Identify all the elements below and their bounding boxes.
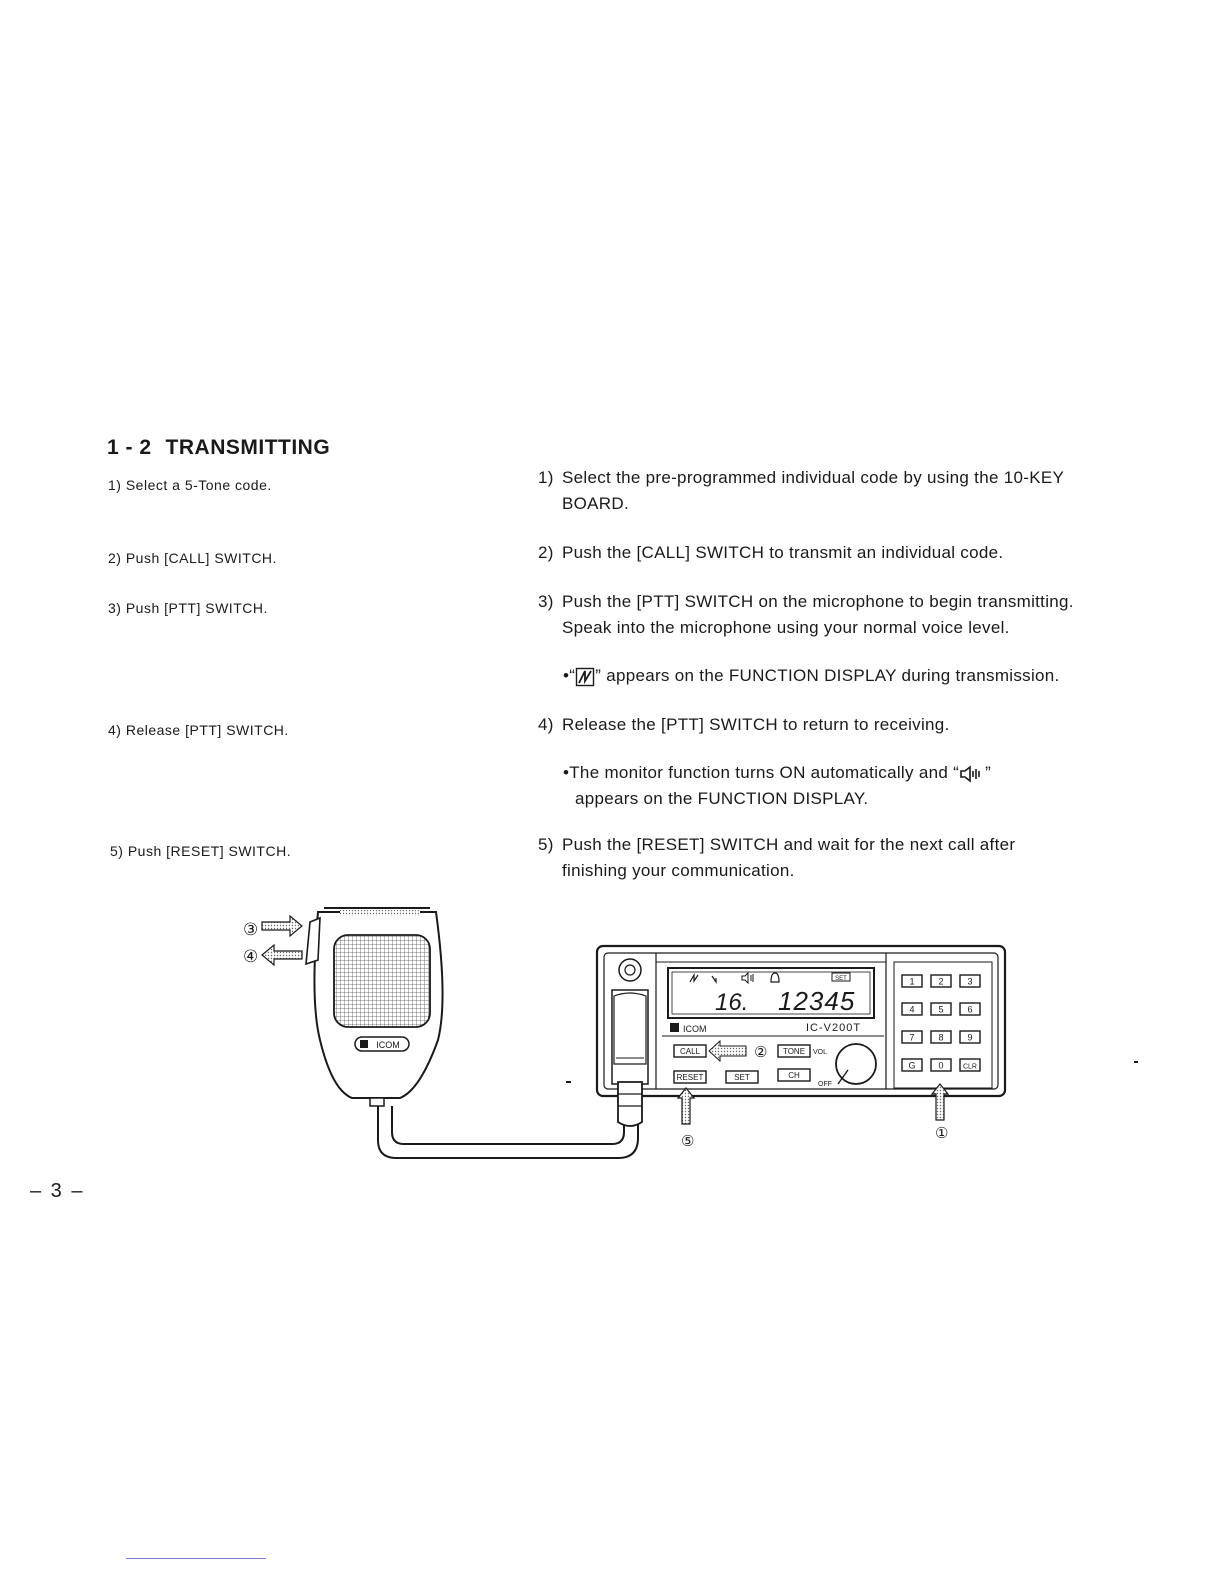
keypad-key-label: G — [908, 1060, 916, 1071]
callout-4: ④ — [243, 947, 259, 966]
radio-model: IC-V200T — [806, 1022, 862, 1034]
print-mark — [566, 1081, 571, 1083]
keypad-key-label: 3 — [967, 976, 973, 987]
step-text-cont: BOARD. — [562, 494, 629, 513]
keypad-key-label: 2 — [938, 976, 944, 987]
left-step-1: 1) Select a 5-Tone code. — [108, 477, 272, 493]
call-button-label: CALL — [679, 1047, 701, 1056]
step-number: 5) — [538, 835, 554, 854]
callout-2: ② — [754, 1044, 768, 1061]
keypad-key-label: 0 — [938, 1060, 944, 1071]
step-number: 4) — [538, 715, 554, 734]
keypad-key-label: 5 — [938, 1004, 944, 1015]
step-number: 1) — [538, 468, 554, 487]
note-text-pre: •“ — [563, 666, 576, 685]
print-mark — [1134, 1061, 1138, 1063]
left-step-4: 4) Release [PTT] SWITCH. — [108, 722, 289, 738]
step-text: Push the [PTT] SWITCH on the microphone to begin transmitting. — [562, 592, 1074, 611]
tone-button-label: TONE — [782, 1047, 806, 1056]
left-step-5: 5) Push [RESET] SWITCH. — [110, 843, 292, 859]
step-text: Push the [RESET] SWITCH and wait for the next call after — [562, 835, 1016, 854]
step-text-cont: finishing your communication. — [562, 861, 795, 880]
left-step-3: 3) Push [PTT] SWITCH. — [108, 600, 268, 616]
step-text-cont: Speak into the microphone using your normal voice level. — [562, 618, 1010, 637]
keypad-key-label: 8 — [938, 1032, 944, 1043]
ptt-switch — [306, 918, 320, 964]
callout-3-arrow — [243, 916, 302, 939]
reset-button-label: RESET — [676, 1073, 704, 1082]
step-text: Push the [CALL] SWITCH to transmit an individual code. — [562, 543, 1004, 562]
page-number: – 3 – — [30, 1180, 85, 1202]
note-text-cont: appears on the FUNCTION DISPLAY. — [575, 789, 869, 808]
callout-3: ③ — [243, 920, 259, 939]
callout-5-arrow — [678, 1088, 694, 1150]
mic-logo: ICOM — [376, 1040, 400, 1050]
section-title: TRANSMITTING — [165, 436, 331, 459]
step-number: 2) — [538, 543, 554, 562]
keypad-key-label: 4 — [909, 1004, 915, 1015]
callout-1-arrow — [932, 1084, 948, 1142]
mic-grille — [334, 935, 430, 1027]
keypad-key-label: 6 — [967, 1004, 973, 1015]
display-set: SET — [835, 976, 847, 982]
off-label: OFF — [818, 1081, 832, 1088]
note-text-pre: •The monitor function turns ON automatically and “ — [563, 763, 960, 782]
footnote-rule — [126, 1558, 266, 1559]
microphone — [306, 908, 443, 1106]
radio-brand: ICOM — [683, 1024, 707, 1034]
mic-cord — [378, 1106, 638, 1158]
keypad-key-label: 7 — [909, 1032, 915, 1043]
keypad-key-label: 9 — [967, 1032, 973, 1043]
note-text-post: ” — [985, 763, 992, 782]
callout-5: ⑤ — [681, 1133, 695, 1150]
ch-button-label: CH — [788, 1071, 800, 1080]
callout-4-arrow — [243, 945, 302, 966]
section-number: 1 - 2 — [107, 436, 152, 459]
step-text: Select the pre-programmed individual code by using the 10-KEY — [562, 468, 1065, 487]
display-channel: 16. — [715, 989, 749, 1016]
note-text-post: ” appears on the FUNCTION DISPLAY during transmission. — [595, 666, 1060, 685]
step-number: 3) — [538, 592, 554, 611]
keypad-key-label: CLR — [962, 1063, 978, 1071]
keypad-key-label: 1 — [909, 976, 915, 987]
set-button-label: SET — [734, 1073, 750, 1082]
step-text: Release the [PTT] SWITCH to return to receiving. — [562, 715, 950, 734]
mic-plug — [618, 1082, 642, 1126]
left-step-2: 2) Push [CALL] SWITCH. — [108, 550, 277, 566]
display-code: 12345 — [778, 986, 856, 1016]
vol-label: VOL — [813, 1049, 828, 1056]
callout-1: ① — [935, 1125, 949, 1142]
